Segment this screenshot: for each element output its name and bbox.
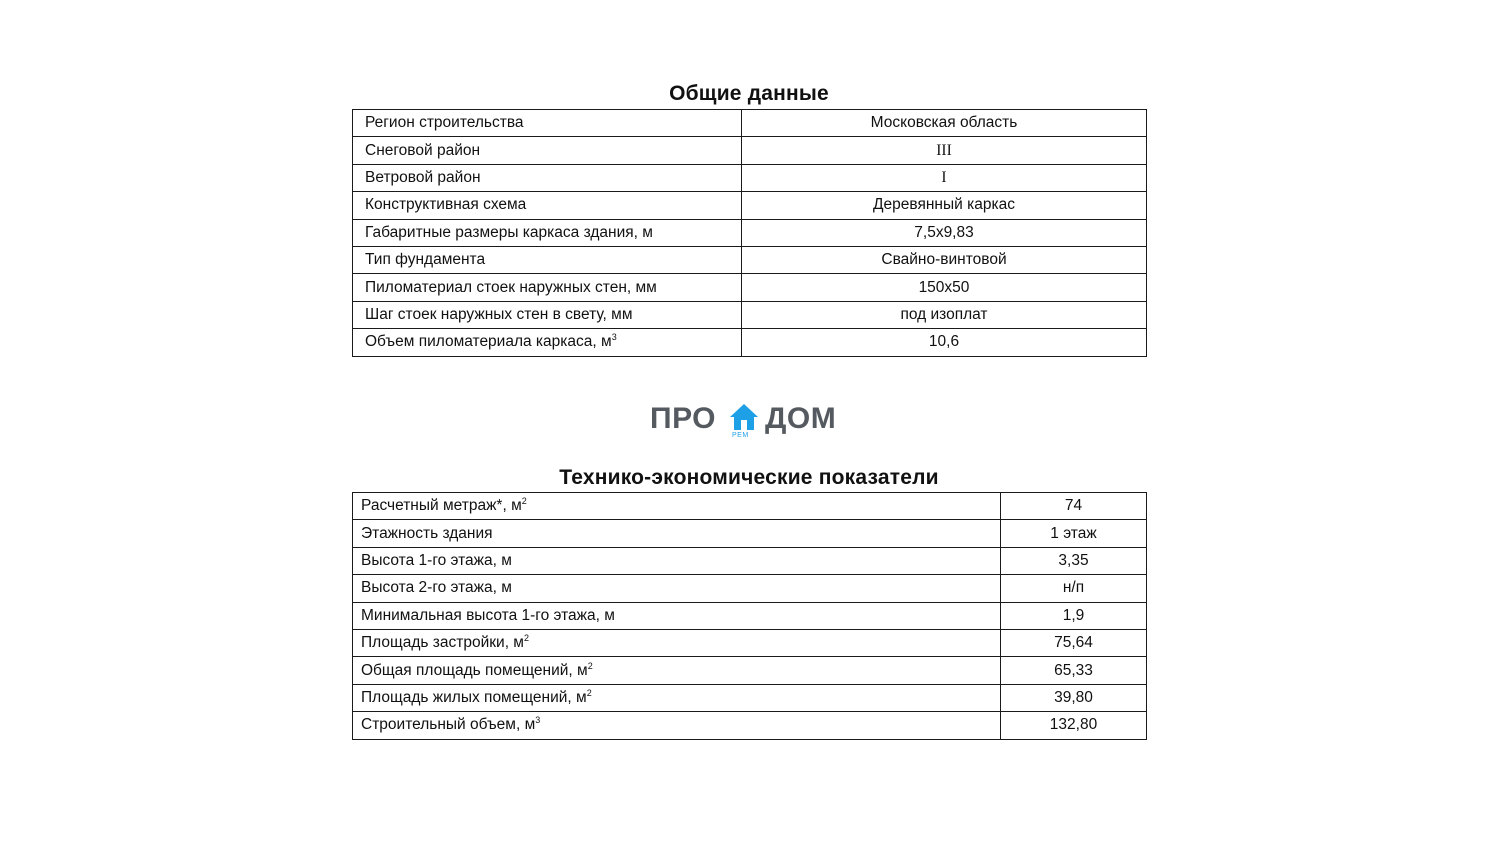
table-row: [353, 246, 1147, 273]
row-label: Этажность здания: [353, 520, 1001, 547]
table-row: [353, 712, 1147, 739]
superscript: 2: [523, 633, 529, 644]
table-row: [353, 274, 1147, 301]
table-row: [353, 493, 1147, 520]
row-value: 65,33: [1001, 657, 1147, 684]
row-label: Объем пиломатериала каркаса, $м^3$: [353, 329, 742, 356]
tech-econ-title: Технико-экономические показатели: [559, 466, 939, 489]
table-row: [353, 684, 1147, 711]
row-label: Высота 2-го этажа, м: [353, 575, 1001, 602]
row-label: Габаритные размеры каркаса здания, м: [353, 219, 742, 246]
table-row: [353, 110, 1147, 137]
row-label: Минимальная высота 1-го этажа, м: [353, 602, 1001, 629]
table-row: [353, 602, 1147, 629]
row-label: Регион строительства: [353, 110, 742, 137]
row-value: 39,80: [1001, 684, 1147, 711]
superscript: 3: [535, 715, 541, 726]
table-row: [353, 137, 1147, 164]
superscript: 2: [521, 496, 527, 507]
row-value: 1 этаж: [1001, 520, 1147, 547]
row-value: 3,35: [1001, 547, 1147, 574]
row-value: 7,5х9,83: [742, 219, 1147, 246]
general-data-table: [352, 109, 1147, 357]
row-label: Снеговой район: [353, 137, 742, 164]
table-row: [353, 164, 1147, 191]
row-value: 1,9: [1001, 602, 1147, 629]
row-label: Высота 1-го этажа, м: [353, 547, 1001, 574]
row-label: Строительный объем, $м^3$: [353, 712, 1001, 739]
row-label: Площадь жилых помещений, $м^2$: [353, 684, 1001, 711]
table-row: [353, 192, 1147, 219]
logo-word-dom: ДОМ: [765, 402, 837, 435]
row-label: Площадь застройки, $м^2$: [353, 629, 1001, 656]
row-value: Свайно-винтовой: [742, 246, 1147, 273]
table-row: [353, 301, 1147, 328]
row-value: 74: [1001, 493, 1147, 520]
row-value: Деревянный каркас: [742, 192, 1147, 219]
row-label: Общая площадь помещений, $м^2$: [353, 657, 1001, 684]
prodom-logo: [640, 396, 860, 446]
row-value: 75,64: [1001, 629, 1147, 656]
table-row: [353, 219, 1147, 246]
row-label: Тип фундамента: [353, 246, 742, 273]
row-value: н/п: [1001, 575, 1147, 602]
table-row: [353, 575, 1147, 602]
superscript: 2: [586, 687, 592, 698]
table-row: [353, 629, 1147, 656]
row-value: Московская область: [742, 110, 1147, 137]
logo-sub: РЕМ: [732, 432, 749, 439]
row-value: I: [742, 164, 1147, 191]
table-row: [353, 329, 1147, 356]
row-value: 150х50: [742, 274, 1147, 301]
table-row: [353, 657, 1147, 684]
superscript: 2: [587, 660, 593, 671]
table-row: [353, 520, 1147, 547]
table-row: [353, 547, 1147, 574]
row-label: Расчетный метраж*, $м^2$: [353, 493, 1001, 520]
row-value: 132,80: [1001, 712, 1147, 739]
row-value: под изоплат: [742, 301, 1147, 328]
tech-econ-table: [352, 492, 1147, 740]
row-label: Пиломатериал стоек наружных стен, мм: [353, 274, 742, 301]
logo-word-pro: ПРО: [650, 402, 717, 435]
general-data-title: Общие данные: [669, 82, 829, 105]
row-label: Конструктивная схема: [353, 192, 742, 219]
row-label: Ветровой район: [353, 164, 742, 191]
superscript: 3: [611, 332, 617, 343]
row-label: Шаг стоек наружных стен в свету, мм: [353, 301, 742, 328]
house-icon: [729, 402, 759, 432]
row-value: III: [742, 137, 1147, 164]
row-value: 10,6: [742, 329, 1147, 356]
